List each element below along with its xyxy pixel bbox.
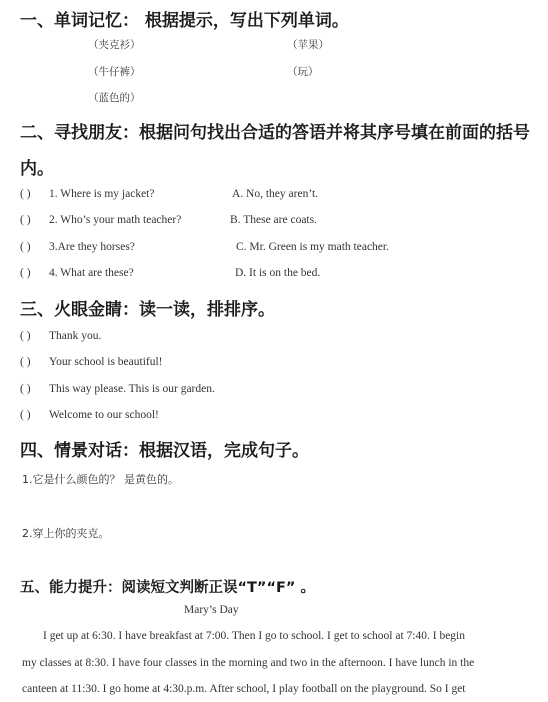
q4-paren: ( ) [20,267,31,279]
passage-title: Mary’s Day [184,604,239,616]
section-5-heading: 五、能力提升：阅读短文判断正误“T”“F” 。 [20,580,315,596]
order-1-paren: ( ) [20,330,31,342]
section-3-heading: 三、火眼金睛：读一读，排排序。 [20,300,275,320]
order-4-paren: ( ) [20,409,31,421]
q1-text: 1. Where is my jacket? [49,188,155,200]
hint-jeans: （牛仔裤） [88,66,141,78]
q2-answer: B. These are coats. [230,214,317,226]
hint-blue: （蓝色的） [88,92,141,104]
q4-answer: D. It is on the bed. [235,267,321,279]
order-1-text: Thank you. [49,330,102,342]
dialog-item-1: 1.它是什么颜色的？ 是黄色的。 [22,473,179,486]
passage-line-3: canteen at 11:30. I go home at 4:30.p.m. After school, I play football on the playground. So I get [22,683,466,695]
order-3-text: This way please. This is our garden. [49,383,215,395]
order-2-text: Your school is beautiful! [49,356,163,368]
q1-answer: A. No, they aren’t. [232,188,319,200]
hint-apple: （苹果） [287,39,329,51]
q3-text: 3.Are they horses? [49,241,135,253]
q1-paren: ( ) [20,188,31,200]
q3-answer: C. Mr. Green is my math teacher. [236,241,389,253]
order-3-paren: ( ) [20,383,31,395]
section-4-heading: 四、情景对话：根据汉语，完成句子。 [20,441,309,461]
section-2-heading-cont: 内。 [20,159,54,179]
passage-line-2: my classes at 8:30. I have four classes in the morning and two in the afternoon. I have lunch in the [22,657,475,669]
order-2-paren: ( ) [20,356,31,368]
section-2-heading: 二、寻找朋友：根据问句找出合适的答语并将其序号填在前面的括号 [20,123,530,143]
dialog-item-2: 2.穿上你的夹克。 [22,527,110,540]
q4-text: 4. What are these? [49,267,134,279]
hint-play: （玩） [287,66,319,78]
q2-paren: ( ) [20,214,31,226]
q2-text: 2. Who’s your math teacher? [49,214,182,226]
passage-line-1: I get up at 6:30. I have breakfast at 7:00. Then I go to school. I get to school at 7:40. I begin [43,630,465,642]
hint-jacket: （夹克衫） [88,39,141,51]
order-4-text: Welcome to our school! [49,409,159,421]
q3-paren: ( ) [20,241,31,253]
section-1-heading: 一、单词记忆： 根据提示，写出下列单词。 [20,11,349,31]
